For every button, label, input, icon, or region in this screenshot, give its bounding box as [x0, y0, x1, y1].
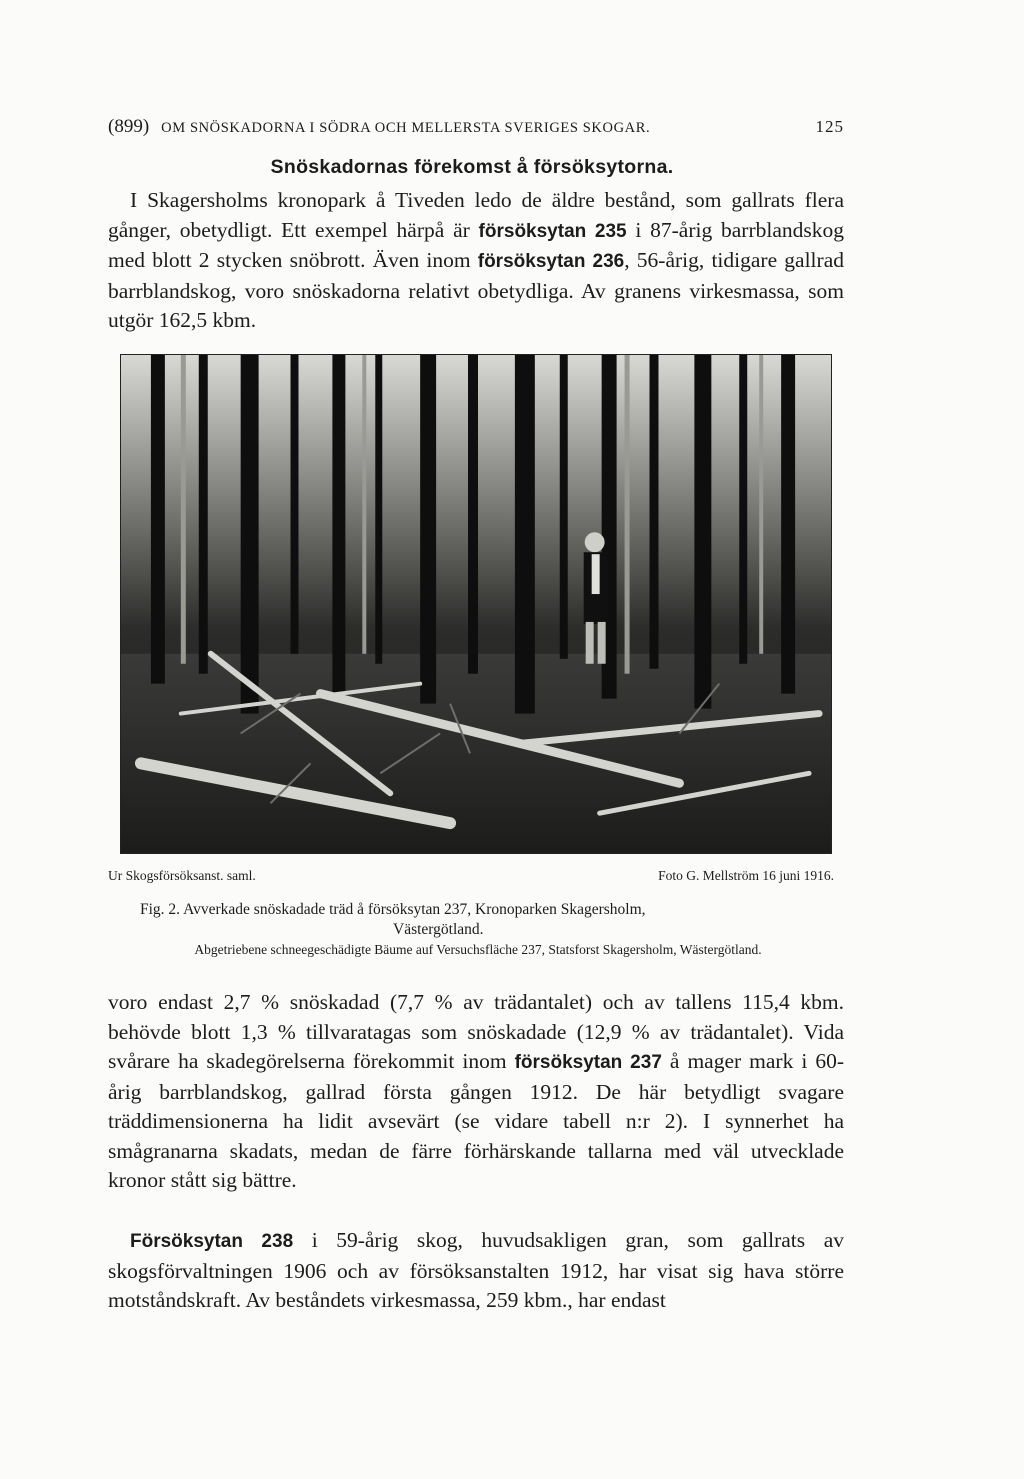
plot-reference: försöksytan 236 [477, 251, 625, 272]
section-title: Snöskadornas förekomst å försöksytorna. [270, 156, 674, 178]
forest-scene-illustration [121, 355, 831, 853]
plot-reference: försöksytan 237 [514, 1052, 662, 1073]
figure-caption-german: Abgetriebene schneegeschädigte Bäume auf Versuchsfläche 237, Statsforst Skagersholm, Wästergötland. [194, 942, 762, 957]
paragraph-text: å mager mark i 60-årig barrblandskog, gallrad första gången 1912. De här betydligt svagare träddimensionerna ha lidit avsevärt (se vidare tabell n:r 2). I synnerhet ha smågranarna skadats, medan de färre förhärskande tallarna med väl utvecklade kronor stått sig bättre. [108, 1049, 844, 1192]
running-header [108, 116, 844, 146]
caption-line: Fig. 2. Avverkade snöskadade träd å försöksytan 237, Kronoparken Skagersholm, [140, 901, 646, 918]
photographer-credit: Foto G. Mellström 16 juni 1916. [658, 868, 834, 883]
photo-credits [108, 868, 834, 884]
caption-line: Västergötland. [393, 921, 484, 938]
paragraph-text: I Skagersholms kronopark å Tiveden ledo de äldre bestånd, som gallrats flera gånger, obetydligt. Ett exempel härpå är [108, 188, 844, 242]
figure-caption-swedish [140, 900, 840, 940]
plot-reference: försöksytan 235 [478, 220, 627, 242]
paragraph-3 [108, 1226, 844, 1316]
paragraph-1 [108, 186, 844, 336]
running-title: OM SNÖSKADORNA I SÖDRA OCH MELLERSTA SVERIGES SKOGAR. [161, 120, 651, 136]
paragraph-text: i 87-årig barrblandskog med blott 2 stycken snöbrott. Även inom [108, 217, 844, 272]
page-number: 125 [815, 117, 844, 136]
plot-reference: Försöksytan 238 [130, 1231, 294, 1252]
paragraph-text: i 59-årig skog, huvudsakligen gran, som gallrats av skogsförvaltningen 1906 och av försöksanstalten 1912, har visat sig hava större motståndskraft. Av beståndets virkesmassa, 259 kbm., har endast [108, 1228, 844, 1312]
paragraph-2 [108, 988, 844, 1196]
paragraph-text: voro endast 2,7 % snöskadad (7,7 % av trädantalet) och av tallens 115,4 kbm. behövde blott 1,3 % tillvaratagas som snöskadade (12,9 % av trädantalet). Vida svårare ha skadegörelserna förekommit inom [108, 990, 844, 1073]
forest-photograph [120, 354, 832, 854]
source-credit: Ur Skogsförsöksanst. saml. [108, 868, 256, 883]
page-reference: (899) [108, 116, 150, 137]
paragraph-text: , 56-årig, tidigare gallrad barrblandskog, voro snöskadorna relativt obetydliga. Av granens virkesmassa, som utgör 162,5 kbm. [108, 248, 844, 332]
